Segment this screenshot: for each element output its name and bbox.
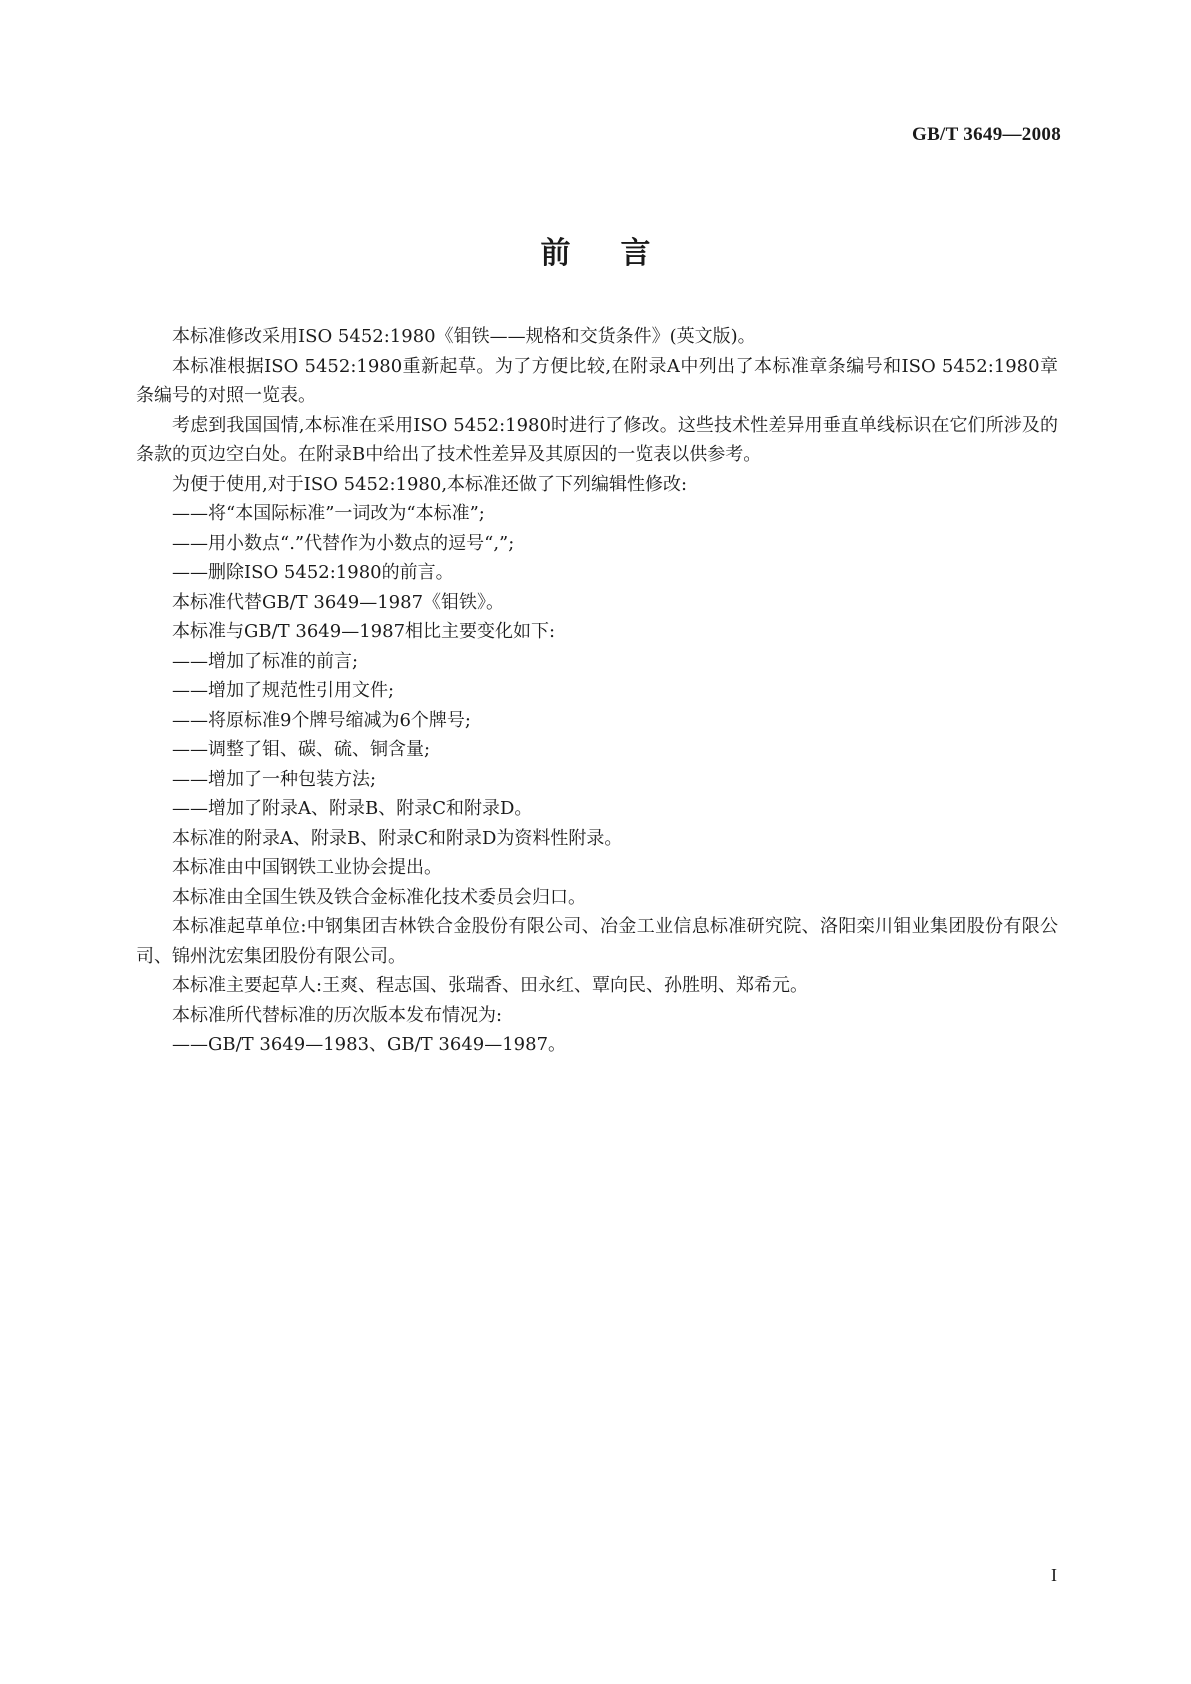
paragraph: 考虑到我国国情,本标准在采用ISO 5452:1980时进行了修改。这些技术性差异用垂直单线标识在它们所涉及的条款的页边空白处。在附录B中给出了技术性差异及其原因的一览表以供参考。 xyxy=(136,414,1058,465)
paragraph: 本标准所代替标准的历次版本发布情况为: xyxy=(172,1004,503,1026)
list-item: ——增加了标准的前言; xyxy=(172,650,359,672)
paragraph: 本标准起草单位:中钢集团吉林铁合金股份有限公司、冶金工业信息标准研究院、洛阳栾川钼业集团股份有限公司、锦州沈宏集团股份有限公司。 xyxy=(136,916,1058,967)
paragraph: 本标准的附录A、附录B、附录C和附录D为资料性附录。 xyxy=(172,827,623,849)
paragraph: 本标准根据ISO 5452:1980重新起草。为了方便比较,在附录A中列出了本标准章条编号和ISO 5452:1980章条编号的对照一览表。 xyxy=(136,355,1058,406)
foreword-body xyxy=(136,322,1058,1060)
list-item: ——用小数点“.”代替作为小数点的逗号“,”; xyxy=(172,532,515,554)
list-item: ——增加了一种包装方法; xyxy=(172,768,377,790)
list-item: ——增加了规范性引用文件; xyxy=(172,680,395,701)
page-number: I xyxy=(1051,1565,1057,1585)
list-item: ——调整了钼、碳、硫、铜含量; xyxy=(172,739,431,760)
standard-number: GB/T 3649—2008 xyxy=(911,124,1061,145)
paragraph: 本标准修改采用ISO 5452:1980《钼铁——规格和交货条件》(英文版)。 xyxy=(172,326,756,347)
paragraph: 本标准主要起草人:王爽、程志国、张瑞香、田永红、覃向民、孙胜明、郑希元。 xyxy=(172,975,809,996)
list-item: ——删除ISO 5452:1980的前言。 xyxy=(172,562,454,583)
paragraph: 本标准代替GB/T 3649—1987《钼铁》。 xyxy=(172,591,505,613)
paragraph: 为便于使用,对于ISO 5452:1980,本标准还做了下列编辑性修改: xyxy=(172,473,688,495)
list-item: ——将原标准9个牌号缩减为6个牌号; xyxy=(172,709,471,731)
paragraph: 本标准由中国钢铁工业协会提出。 xyxy=(172,857,442,878)
list-item: ——增加了附录A、附录B、附录C和附录D。 xyxy=(172,798,533,819)
page-title: 前言 xyxy=(540,236,701,271)
list-item: ——GB/T 3649—1983、GB/T 3649—1987。 xyxy=(172,1034,567,1055)
paragraph: 本标准与GB/T 3649—1987相比主要变化如下: xyxy=(172,621,556,642)
paragraph: 本标准由全国生铁及铁合金标准化技术委员会归口。 xyxy=(172,886,586,908)
list-item: ——将“本国际标准”一词改为“本标准”; xyxy=(172,503,485,524)
